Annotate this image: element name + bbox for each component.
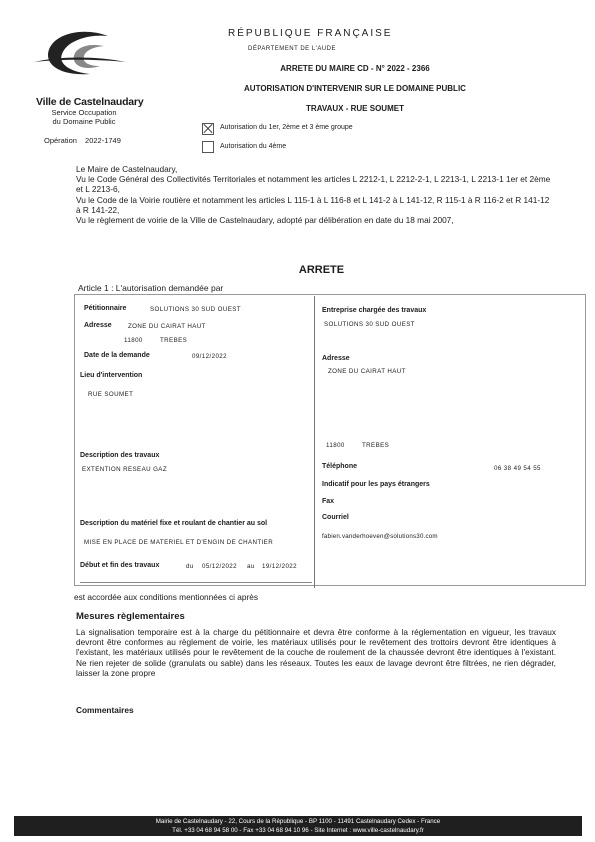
article-1: Article 1 : L'autorisation demandée par xyxy=(78,283,224,293)
fin-value: 19/12/2022 xyxy=(262,563,297,570)
ville-value: TREBES xyxy=(160,337,188,344)
preamble xyxy=(76,164,554,225)
operation-line xyxy=(44,136,121,145)
preamble-line: Vu le règlement de voirie de la Ville de Castelnaudary, adopté par délibération en date du 18 mai 2007, xyxy=(76,215,454,226)
date-demande-label: Date de la demande xyxy=(84,352,150,359)
arrete-number: ARRETE DU MAIRE CD - N° 2022 - 2366 xyxy=(280,64,430,73)
preamble-line: Vu le Code Général des Collectivités Territoriales et notamment les articles L 2212-1, L 2212-2-1, L 2213-1, L 2213-1 1er et 2ème et L 2213-6, xyxy=(76,174,551,195)
lieu-label: Lieu d'intervention xyxy=(80,372,143,379)
ville-entreprise-value: TREBES xyxy=(362,442,390,449)
castelnaudary-logo xyxy=(30,28,130,92)
courriel-value: fabien.vanderhoeven@solutions30.com xyxy=(322,533,438,540)
petitionnaire-label: Pétitionnaire xyxy=(84,305,127,312)
date-demande-value: 09/12/2022 xyxy=(192,353,227,360)
commentaires-heading: Commentaires xyxy=(76,705,134,715)
fax-label: Fax xyxy=(322,498,335,505)
option-groupe-1-2-3: Autorisation du 1er, 2ème et 3 ème groupe xyxy=(220,124,353,131)
indicatif-label: Indicatif pour les pays étrangers xyxy=(322,481,430,488)
au-label: au xyxy=(247,563,255,570)
mesures-heading: Mesures règlementaires xyxy=(76,611,185,622)
conditions-sentence: est accordée aux conditions mentionnées ci après xyxy=(74,592,259,602)
petitionnaire-value: SOLUTIONS 30 SUD OUEST xyxy=(150,306,241,313)
republique-francaise: RÉPUBLIQUE FRANÇAISE xyxy=(228,28,393,39)
form-row-divider xyxy=(80,582,312,583)
du-label: du xyxy=(186,563,194,570)
city-name: Ville de Castelnaudary xyxy=(36,96,144,108)
description-value: EXTENTION RESEAU GAZ xyxy=(82,466,168,473)
footer-banner xyxy=(14,816,582,836)
footer-address: Mairie de Castelnaudary - 22, Cours de la République - BP 1100 - 11491 Castelnaudary Cedex - France xyxy=(155,818,441,825)
description-label: Description des travaux xyxy=(80,452,160,459)
courriel-label: Courriel xyxy=(322,514,349,521)
debut-fin-label: Début et fin des travaux xyxy=(80,562,160,569)
checkbox-groupe-4[interactable] xyxy=(202,141,214,153)
checkbox-groupe-1-2-3[interactable] xyxy=(202,123,214,135)
departement: DÉPARTEMENT DE L'AUDE xyxy=(248,46,336,52)
telephone-label: Téléphone xyxy=(322,463,358,470)
materiel-value: MISE EN PLACE DE MATERIEL ET D'ENGIN DE CHANTIER xyxy=(84,539,274,546)
option-groupe-4: Autorisation du 4ème xyxy=(220,143,287,150)
lieu-value: RUE SOUMET xyxy=(88,391,134,398)
operation-label: Opération xyxy=(44,136,77,145)
form-column-divider xyxy=(314,296,315,588)
operation-number: 2022-1749 xyxy=(85,136,121,145)
code-postal-value: 11800 xyxy=(124,337,143,344)
materiel-label: Description du matériel fixe et roulant de chantier au sol xyxy=(80,520,268,527)
entreprise-label: Entreprise chargée des travaux xyxy=(322,307,427,314)
autorisation-title: AUTORISATION D'INTERVENIR SUR LE DOMAINE PUBLIC xyxy=(244,84,466,93)
telephone-value: 06 38 49 54 55 xyxy=(494,465,541,472)
service-name: Service Occupation du Domaine Public xyxy=(51,108,117,126)
code-postal-entreprise-value: 11800 xyxy=(326,442,345,449)
adresse-label: Adresse xyxy=(84,322,112,329)
footer-contact: Tél. +33 04 68 94 58 00 - Fax +33 04 68 94 10 96 - Site Internet : www.ville-castelnaudary.fr xyxy=(172,826,424,834)
adresse-value: ZONE DU CAIRAT HAUT xyxy=(128,323,206,330)
adresse-entreprise-label: Adresse xyxy=(322,355,350,362)
mesures-text: La signalisation temporaire est à la charge du pétitionnaire et devra être conforme à la réglementation en vigueur, les travaux devront être conformes au règlement de voirie, les matériaux utilisés pour le revêtement des trottoirs devront être identiques à l'existant, les matériaux utilisés pour le revêtement de la couche de roulement de la chaussée devront être identiques à l'existant. Ne rien rejeter de solide (granulats ou sable) dans les réseaux. Toutes les eaux de lavage devront être filtrées, ne rien dégrader, laisser la zone propre xyxy=(76,627,556,678)
entreprise-value: SOLUTIONS 30 SUD OUEST xyxy=(324,321,415,328)
preamble-line: Le Maire de Castelnaudary, xyxy=(76,164,178,174)
adresse-entreprise-value: ZONE DU CAIRAT HAUT xyxy=(328,368,406,375)
debut-value: 05/12/2022 xyxy=(202,563,237,570)
travaux-title: TRAVAUX - RUE SOUMET xyxy=(306,104,404,113)
preamble-line: Vu le Code de la Voirie routière et notamment les articles L 115-1 à L 116-8 et L 141-2 à L 141-12, R 115-1 à R 116-2 et R 141-12 à R 141-22, xyxy=(76,194,550,215)
logo-swoosh-gray xyxy=(74,45,104,68)
arrete-heading: ARRETE xyxy=(298,264,345,276)
